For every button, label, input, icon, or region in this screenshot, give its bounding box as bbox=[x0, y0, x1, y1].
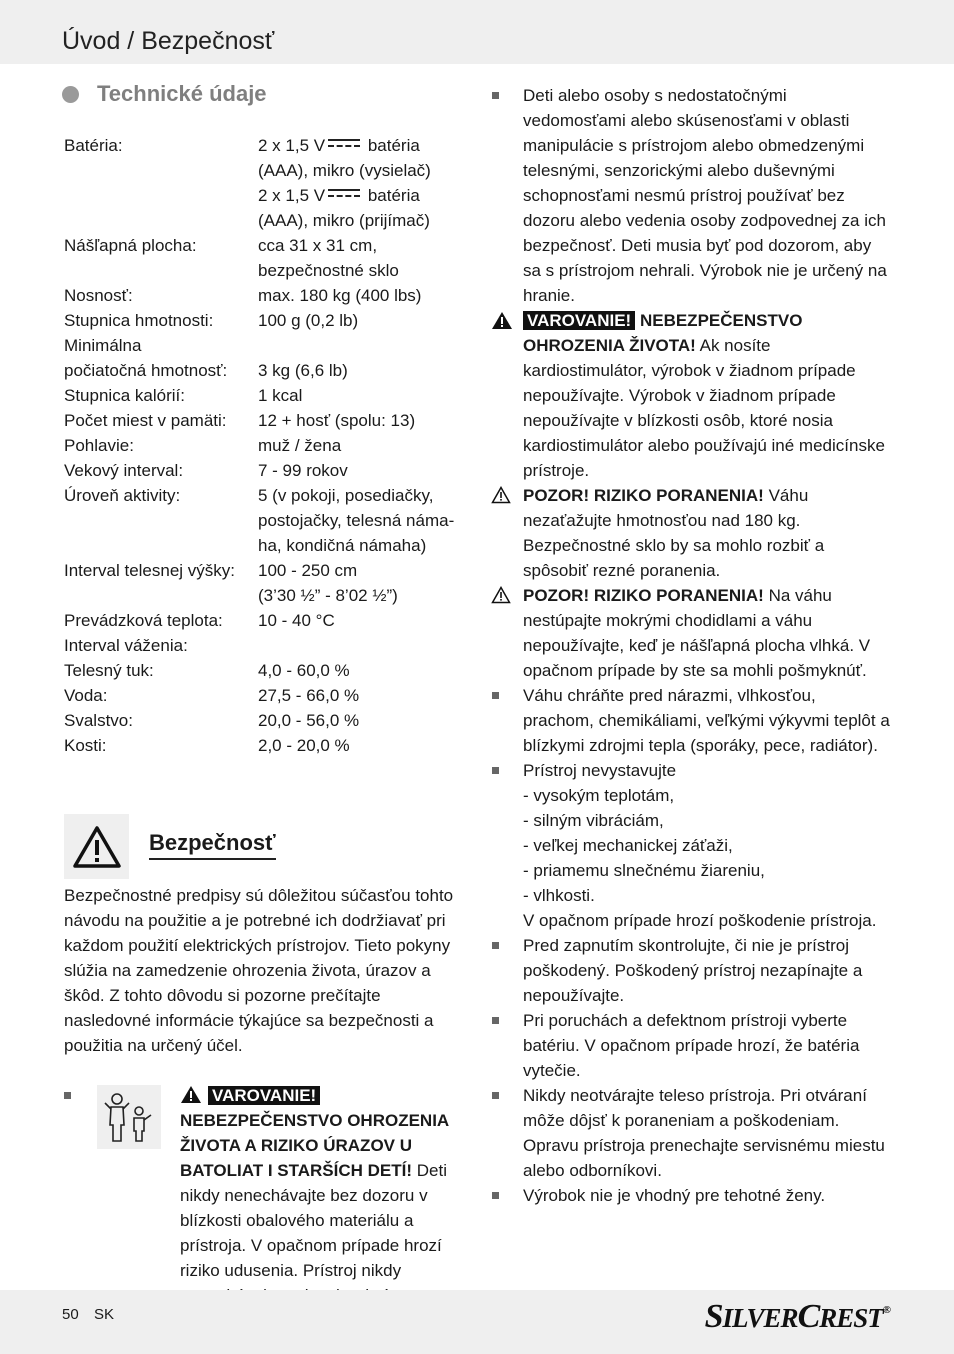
list-item bbox=[491, 758, 891, 933]
spec-key: Počet miest v pamäti: bbox=[64, 411, 227, 430]
list-line: V opačnom prípade hrozí poškodenie prístroja. bbox=[523, 911, 877, 930]
spec-value: (AAA), mikro (vysielač) bbox=[258, 161, 431, 180]
list-line: - veľkej mechanickej záťaži, bbox=[523, 836, 733, 855]
spec-key: Stupnica hmotnosti: bbox=[64, 311, 214, 330]
spec-row bbox=[64, 483, 464, 508]
spec-row bbox=[64, 583, 464, 608]
warning-triangle-icon bbox=[72, 825, 122, 869]
spec-key bbox=[64, 158, 258, 183]
list-item: Pri poruchách a defektnom prístroji vyberte batériu. V opačnom prípade hrozí, že batéria vytečie. bbox=[491, 1008, 891, 1083]
spec-value: 2,0 - 20,0 % bbox=[258, 736, 350, 755]
list-item: Deti alebo osoby s nedostatočnými vedomosťami alebo skúsenosťami v oblasti manipulácie s prístrojom alebo obmedzenými telesnými, senzorickými alebo duševnými schopnosťami nesmú prístroj používať bez dozoru alebo vedenia osoby zodpovednej za ich bezpečnosť. Deti musia byť pod dozorom, aby sa s prístrojom nehrali. Výrobok nie je určený na hranie. bbox=[491, 83, 891, 308]
spec-key: Kosti: bbox=[64, 736, 107, 755]
list-item: POZOR! RIZIKO PORANENIA! Váhu nezaťažujte hmotnosťou nad 180 kg. Bezpečnostné sklo by sa mohlo rozbiť a spôsobiť rezné poranenia. bbox=[491, 483, 891, 583]
spec-value: bezpečnostné sklo bbox=[258, 261, 399, 280]
spec-row bbox=[64, 608, 464, 633]
spec-row bbox=[64, 408, 464, 433]
list-line: - vlhkosti. bbox=[523, 886, 595, 905]
spec-value: 100 g (0,2 lb) bbox=[258, 311, 359, 330]
spec-row bbox=[64, 383, 464, 408]
list-item: Pred zapnutím skontrolujte, či nie je prístroj poškodený. Poškodený prístroj nezapínajte a nepoužívajte. bbox=[491, 933, 891, 1008]
caution-icon bbox=[491, 586, 511, 604]
spec-row bbox=[64, 158, 464, 183]
dc-symbol-icon bbox=[328, 189, 360, 198]
spec-key bbox=[64, 508, 258, 533]
spec-row bbox=[64, 283, 464, 308]
spec-row bbox=[64, 658, 464, 683]
spec-value: ha, kondičná námaha) bbox=[258, 536, 427, 555]
list-line: - priamemu slnečnému žiareniu, bbox=[523, 861, 765, 880]
spec-row bbox=[64, 433, 464, 458]
spec-key: počiatočná hmotnosť: bbox=[64, 361, 228, 380]
warning-small-icon bbox=[491, 311, 513, 330]
spec-key: Voda: bbox=[64, 686, 108, 705]
bullet-dot-icon bbox=[62, 86, 79, 103]
spec-value: 1 kcal bbox=[258, 386, 303, 405]
spec-value: postojačky, telesná náma- bbox=[258, 511, 455, 530]
spec-row bbox=[64, 508, 464, 533]
spec-row bbox=[64, 358, 464, 383]
spec-value: 4,0 - 60,0 % bbox=[258, 661, 350, 680]
spec-row bbox=[64, 558, 464, 583]
list-item: Výrobok nie je vhodný pre tehotné ženy. bbox=[491, 1183, 891, 1208]
bullet-square-icon bbox=[492, 1192, 499, 1199]
spec-value: max. 180 kg (400 lbs) bbox=[258, 286, 422, 305]
bullet-square-icon bbox=[492, 1017, 499, 1024]
list-item: POZOR! RIZIKO PORANENIA! Na váhu nestúpajte mokrými chodidlami a váhu nepoužívajte, keď je nášľapná plocha vlhká. V opačnom prípade by ste sa mohli pošmyknúť. bbox=[491, 583, 891, 683]
spec-row bbox=[64, 733, 464, 758]
list-item: Nikdy neotvárajte teleso prístroja. Pri otváraní môže dôjsť k poraneniam a poškodeniam. Opravu prístroja prenechajte servisnému miestu alebo odborníkovi. bbox=[491, 1083, 891, 1183]
spec-key: Batéria: bbox=[64, 136, 123, 155]
spec-row bbox=[64, 458, 464, 483]
warning-badge: VAROVANIE! bbox=[523, 311, 635, 330]
safety-title: Bezpečnosť bbox=[149, 830, 276, 860]
spec-value bbox=[258, 633, 464, 658]
bullet-square-icon bbox=[492, 92, 499, 99]
spec-key: Interval telesnej výšky: bbox=[64, 561, 236, 580]
list-line: Prístroj nevystavujte bbox=[523, 761, 677, 780]
spec-row bbox=[64, 333, 464, 358]
brand-logo: SILVERCREST® bbox=[704, 1298, 890, 1335]
spec-row bbox=[64, 633, 464, 658]
spec-value: 2 x 1,5 V batéria bbox=[258, 186, 420, 205]
spec-row bbox=[64, 308, 464, 333]
list-line: - vysokým teplotám, bbox=[523, 786, 675, 805]
tech-section-heading bbox=[62, 81, 267, 107]
spec-value: 10 - 40 °C bbox=[258, 611, 335, 630]
spec-value: muž / žena bbox=[258, 436, 342, 455]
list-line: - silným vibráciám, bbox=[523, 811, 664, 830]
spec-value: 3 kg (6,6 lb) bbox=[258, 361, 348, 380]
page-title: Úvod / Bezpečnosť bbox=[62, 27, 275, 55]
bullet-square-icon bbox=[492, 692, 499, 699]
spec-key: Vekový interval: bbox=[64, 461, 184, 480]
spec-key: Pohlavie: bbox=[64, 436, 134, 455]
child-warning-bold: NEBEZPEČENSTVO OHROZENIA ŽIVOTA A RIZIKO ÚRAZOV U BATOLIAT I STARŠÍCH DETÍ! bbox=[180, 1111, 449, 1180]
bullet-square-icon bbox=[492, 942, 499, 949]
spec-key: Nosnosť: bbox=[64, 286, 133, 305]
spec-value: 12 + hosť (spolu: 13) bbox=[258, 411, 416, 430]
spec-value: 100 - 250 cm bbox=[258, 561, 358, 580]
bullet-square-icon bbox=[492, 1092, 499, 1099]
spec-row bbox=[64, 708, 464, 733]
spec-key: Minimálna bbox=[64, 336, 142, 355]
spec-value: (3’30 ½” - 8’02 ½”) bbox=[258, 586, 398, 605]
warning-badge: VAROVANIE! bbox=[208, 1086, 320, 1105]
spec-key: Nášľapná plocha: bbox=[64, 236, 197, 255]
spec-value: 7 - 99 rokov bbox=[258, 461, 348, 480]
spec-key: Úroveň aktivity: bbox=[64, 486, 181, 505]
bullet-square-icon bbox=[64, 1092, 71, 1099]
spec-row bbox=[64, 233, 464, 258]
spec-key bbox=[64, 258, 258, 283]
spec-value: 2 x 1,5 V batéria bbox=[258, 136, 420, 155]
language-code: SK bbox=[94, 1306, 115, 1323]
spec-table bbox=[64, 133, 464, 758]
spec-value bbox=[258, 333, 464, 358]
page-number: 50 bbox=[62, 1306, 79, 1323]
spec-row bbox=[64, 183, 464, 208]
spec-value: 20,0 - 56,0 % bbox=[258, 711, 360, 730]
safety-intro: Bezpečnostné predpisy sú dôležitou súčasťou tohto návodu na použitie a je potrebné ich dodržiavať pri každom použití elektrických prístrojov. Tieto pokyny slúžia na zamedzenie ohrozenia života, úrazov a škôd. Z tohto dôvodu si pozorne prečítajte nasledovné informácie týkajúce sa bezpečnosti a použitia na určený účel. bbox=[64, 886, 454, 1055]
spec-key: Interval váženia: bbox=[64, 636, 188, 655]
child-suffocation-icon bbox=[97, 1085, 161, 1149]
spec-key: Svalstvo: bbox=[64, 711, 133, 730]
list-item: Váhu chráňte pred nárazmi, vlhkosťou, prachom, chemikáliami, veľkými výkyvmi teplôt a blízkymi zdrojmi tepla (sporáky, pece, radiátor). bbox=[491, 683, 891, 758]
right-column bbox=[491, 83, 891, 1208]
spec-key bbox=[64, 533, 258, 558]
spec-key bbox=[64, 183, 258, 208]
list-item: VAROVANIE! NEBEZPEČENSTVO OHROZENIA ŽIVOTA! Ak nosíte kardiostimulátor, výrobok v žiadnom prípade nepoužívajte. Výrobok v žiadnom prípade nepoužívajte v blízkosti osôb, ktoré nosia kardiostimulátor alebo používajú iné medicínske prístroje. bbox=[491, 308, 891, 483]
spec-row bbox=[64, 258, 464, 283]
tech-section-title: Technické údaje bbox=[97, 81, 267, 106]
dc-symbol-icon bbox=[328, 139, 360, 148]
bullet-square-icon bbox=[492, 767, 499, 774]
spec-key bbox=[64, 208, 258, 233]
spec-value: (AAA), mikro (prijímač) bbox=[258, 211, 430, 230]
spec-row bbox=[64, 133, 464, 158]
spec-value: 27,5 - 66,0 % bbox=[258, 686, 360, 705]
spec-key bbox=[64, 583, 258, 608]
warning-box bbox=[64, 814, 129, 879]
spec-key: Stupnica kalórií: bbox=[64, 386, 185, 405]
child-warning bbox=[64, 1083, 466, 1308]
spec-row bbox=[64, 683, 464, 708]
caution-icon bbox=[491, 486, 511, 504]
spec-row bbox=[64, 208, 464, 233]
spec-value: 5 (v pokoji, posediačky, bbox=[258, 486, 434, 505]
spec-key: Prevádzková teplota: bbox=[64, 611, 223, 630]
spec-value: cca 31 x 31 cm, bbox=[258, 236, 378, 255]
warning-small-icon bbox=[180, 1085, 202, 1104]
child-warning-text: Deti nikdy nenechávajte bez dozoru v blízkosti obalového materiálu a prístroja. V opačnom prípade hrozí riziko udusenia. Prístroj nikdy bbox=[180, 1161, 447, 1280]
spec-row bbox=[64, 533, 464, 558]
spec-key: Telesný tuk: bbox=[64, 661, 154, 680]
